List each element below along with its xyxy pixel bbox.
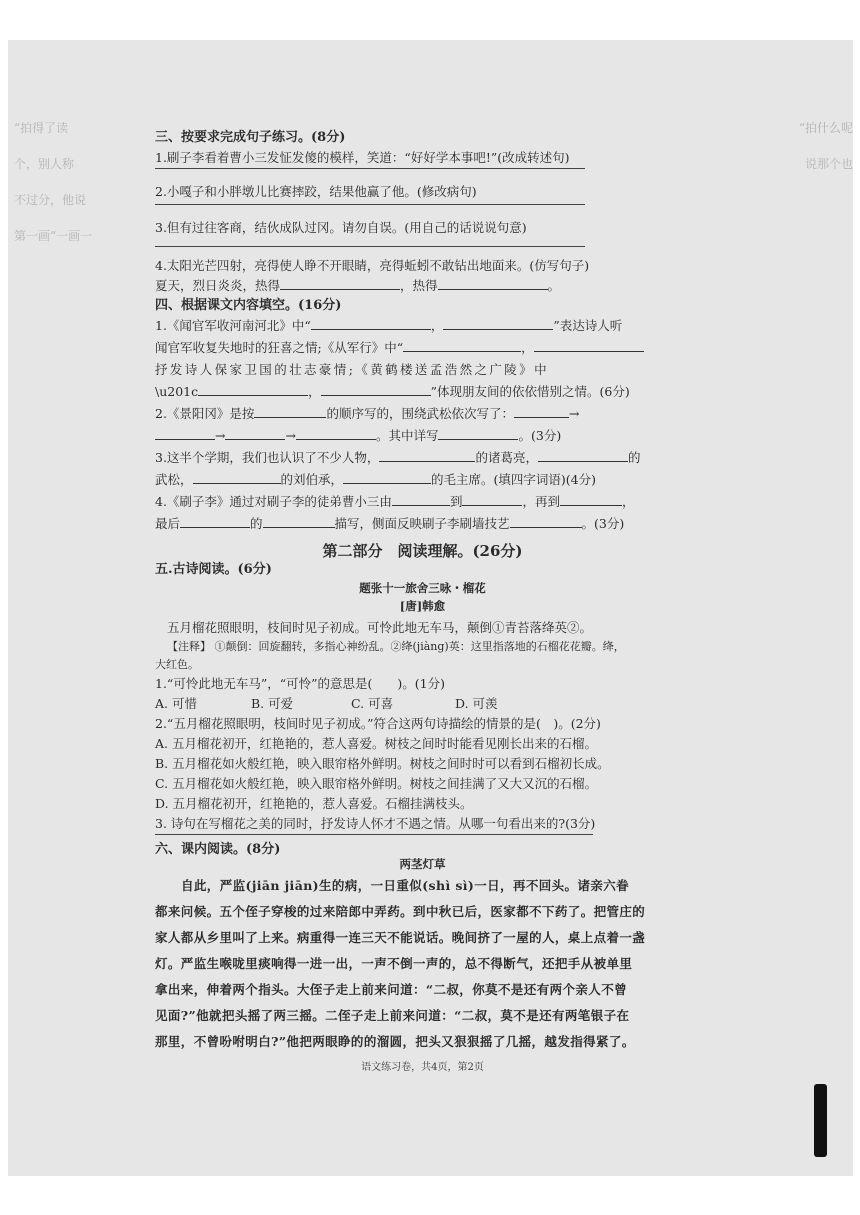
section6-title: 六、课内阅读。(8分) xyxy=(155,842,281,857)
blank xyxy=(392,493,450,506)
blank xyxy=(263,515,335,528)
poem-title: 题张十一旅舍三咏・榴花 xyxy=(359,581,486,595)
section4-title: 四、根据课文内容填空。(16分) xyxy=(155,298,342,313)
passage-title: 两茎灯草 xyxy=(399,857,446,871)
blank xyxy=(254,405,326,418)
blank xyxy=(443,317,553,330)
section4-q3-line1 xyxy=(155,448,640,466)
blank xyxy=(280,277,400,290)
answer-line xyxy=(155,834,593,835)
section3-q3: 3.但有过往客商，结伙成队过冈。请勿自误。(用自己的话说说句意) xyxy=(155,220,527,235)
blank xyxy=(311,317,431,330)
section4-q1-line2: 闻官军收复失地时的狂喜之情;《从军行》中“ ， xyxy=(155,338,644,356)
page-footer: 语文练习卷，共4页，第2页 xyxy=(361,1062,484,1073)
text: 2.《景阳冈》是按 xyxy=(155,406,255,421)
blank xyxy=(198,383,308,396)
passage-line: 那里，不曾吩咐明白?”他把两眼睁的的溜圆，把头又狠狠摇了几摇，越发指得紧了。 xyxy=(155,1034,635,1049)
text: 描写，侧面反映刷子李刷墙技艺 xyxy=(334,516,510,531)
blank xyxy=(462,493,522,506)
section5-q2-option-d: D. 五月榴花初开，红艳艳的，惹人喜爱。石榴挂满枝头。 xyxy=(155,796,473,811)
blank xyxy=(321,383,431,396)
blank xyxy=(560,493,622,506)
text: 1.《闻官军收河南河北》中“ xyxy=(155,318,311,333)
passage-line: 家人都从乡里叫了上来。病重得一连三天不能说话。晚间挤了一屋的人，桌上点着一盏 xyxy=(155,930,646,945)
q4-prefix: 夏天，烈日炎炎，热得 xyxy=(155,278,281,293)
section4-q3-line2 xyxy=(155,470,596,488)
text: 。其中详写 xyxy=(375,428,439,443)
passage-line: 见面?”他就把头摇了两三摇。二侄子走上前来问道：“二叔，莫不是还有两笔银子在 xyxy=(155,1008,630,1023)
text: 到 xyxy=(449,494,463,509)
blank xyxy=(403,339,521,352)
section3-q2: 2.小嘎子和小胖墩儿比赛摔跤，结果他赢了他。(修改病句) xyxy=(155,184,477,199)
poem-notes: 【注释】 ①颠倒：回旋翻转，多指心神纷乱。②绛(jiàng)英：这里指落地的石榴花花瓣。绛， xyxy=(167,640,625,653)
text: ，再到 xyxy=(522,494,560,509)
blank xyxy=(225,427,285,440)
text: 的 xyxy=(250,516,263,531)
answer-line xyxy=(155,246,585,247)
section4-q1-line3: 抒发诗人保家卫国的壮志豪情;《黄鹤楼送孟浩然之广陵》中 xyxy=(155,362,550,377)
text: ”体现朋友间的依依惜别之情。(6分) xyxy=(430,384,630,399)
text: 。(3分) xyxy=(518,428,562,443)
blank xyxy=(538,449,628,462)
blank xyxy=(438,277,548,290)
blank xyxy=(155,427,215,440)
section5-q2: 2.“五月榴花照眼明，枝间时见子初成。”符合这两句诗描绘的情景的是( )。(2分) xyxy=(155,716,601,731)
text: 最后 xyxy=(155,516,181,531)
text: 武松， xyxy=(155,472,193,487)
passage-line: 拿出来，伸着两个指头。大侄子走上前来问道：“二叔，你莫不是还有两个亲人不曾 xyxy=(155,982,627,997)
text: 4.《刷子李》通过对刷子李的徒弟曹小三由 xyxy=(155,494,392,509)
blank xyxy=(510,515,582,528)
section5-q3: 3. 诗句在写榴花之美的同时，抒发诗人怀才不遇之情。从哪一句看出来的?(3分) xyxy=(155,816,596,831)
option-d: D. 可羡 xyxy=(455,696,498,711)
section3-title: 三、按要求完成句子练习。(8分) xyxy=(155,130,346,145)
text: 的刘伯承， xyxy=(280,472,344,487)
passage-line: 自此，严监(jiān jiān)生的病，一日重似(shì sì)一日，再不回头。诸亲六眷 xyxy=(181,878,630,893)
text: ”表达诗人听 xyxy=(553,318,623,333)
blank xyxy=(296,427,376,440)
text: 。(3分) xyxy=(581,516,625,531)
passage-line: 都来问候。五个侄子穿梭的过来陪郎中弄药。到中秋已后，医家都不下药了。把管庄的 xyxy=(155,904,646,919)
part2-title: 第二部分 阅读理解。(26分) xyxy=(322,542,523,560)
q4-end: 。 xyxy=(547,278,561,293)
section4-q4-line2 xyxy=(155,514,624,532)
section5-q2-option-c: C. 五月榴花如火般红艳，映入眼帘格外鲜明。树枝之间挂满了又大又沉的石榴。 xyxy=(155,776,598,791)
section5-q2-option-b: B. 五月榴花如火般红艳，映入眼帘格外鲜明。树枝之间时时可以看到石榴初长成。 xyxy=(155,756,610,771)
section4-q2-line1: 2.《景阳冈》是按 的顺序写的，围绕武松依次写了： → xyxy=(155,406,580,421)
section5-q1: 1.“可怜此地无车马”，“可怜”的意思是( )。(1分) xyxy=(155,676,445,691)
answer-line xyxy=(155,168,585,169)
blank xyxy=(379,449,475,462)
poem-author: [唐]韩愈 xyxy=(399,599,446,613)
bleed-through-right: “拍什么呢 说那个也 xyxy=(798,121,853,171)
section4-q1-line1: 1.《闻官军收河南河北》中“ ， ”表达诗人听 xyxy=(155,318,623,333)
option-c: C. 可喜 xyxy=(351,696,394,711)
section3-q4-fill xyxy=(155,276,560,294)
text: 的顺序写的，围绕武松依次写了： xyxy=(326,406,514,421)
section5-q2-option-a: A. 五月榴花初开，红艳艳的，惹人喜爱。树枝之间时时能看见刚长出来的石榴。 xyxy=(155,736,597,751)
option-a: A. 可惜 xyxy=(155,696,197,711)
section5-title: 五.古诗阅读。(6分) xyxy=(155,562,272,577)
text: 3.这半个学期，我们也认识了不少人物， xyxy=(155,450,380,465)
scanned-page xyxy=(8,40,853,1176)
answer-line xyxy=(155,204,585,205)
blank xyxy=(193,471,281,484)
section4-q1-line4: \u201c ， ”体现朋友间的依依惜别之情。(6分) xyxy=(155,384,630,399)
q4-mid: ，热得 xyxy=(400,278,438,293)
blank xyxy=(438,427,518,440)
text: 的毛主席。(填四字词语)(4分) xyxy=(431,472,596,487)
section4-q4-line1: 4.《刷子李》通过对刷子李的徒弟曹小三由 到 ，再到 ， xyxy=(155,494,635,509)
blank xyxy=(343,471,431,484)
blank xyxy=(180,515,250,528)
text: 的 xyxy=(627,450,641,465)
passage-line: 灯。严监生喉咙里痰响得一进一出，一声不倒一声的，总不得断气，还把手从被单里 xyxy=(155,956,633,971)
text: 的诸葛亮， xyxy=(475,450,538,465)
scan-marker xyxy=(814,1084,827,1157)
poem-text: 五月榴花照眼明，枝间时见子初成。可怜此地无车马，颠倒①青苔落绛英②。 xyxy=(167,620,593,635)
section3-q1: 1.刷子李看着曹小三发怔发傻的模样，笑道：“好好学本事吧!”(改成转述句) xyxy=(155,150,570,165)
section4-q2-line2: → → 。其中详写 。(3分) xyxy=(155,426,561,444)
bleed-through-left: “拍得了读 个，别人称 不过分，他说 第一画“一画一 xyxy=(14,121,93,243)
text: 闻官军收复失地时的狂喜之情;《从军行》中“ xyxy=(155,340,404,355)
blank xyxy=(514,405,569,418)
section3-q4: 4.太阳光芒四射，亮得使人睁不开眼睛，亮得蚯蚓不敢钻出地面来。(仿写句子) xyxy=(155,258,590,273)
option-b: B. 可爱 xyxy=(251,696,294,711)
blank xyxy=(534,339,644,352)
poem-notes-cont: 大红色。 xyxy=(155,658,199,671)
